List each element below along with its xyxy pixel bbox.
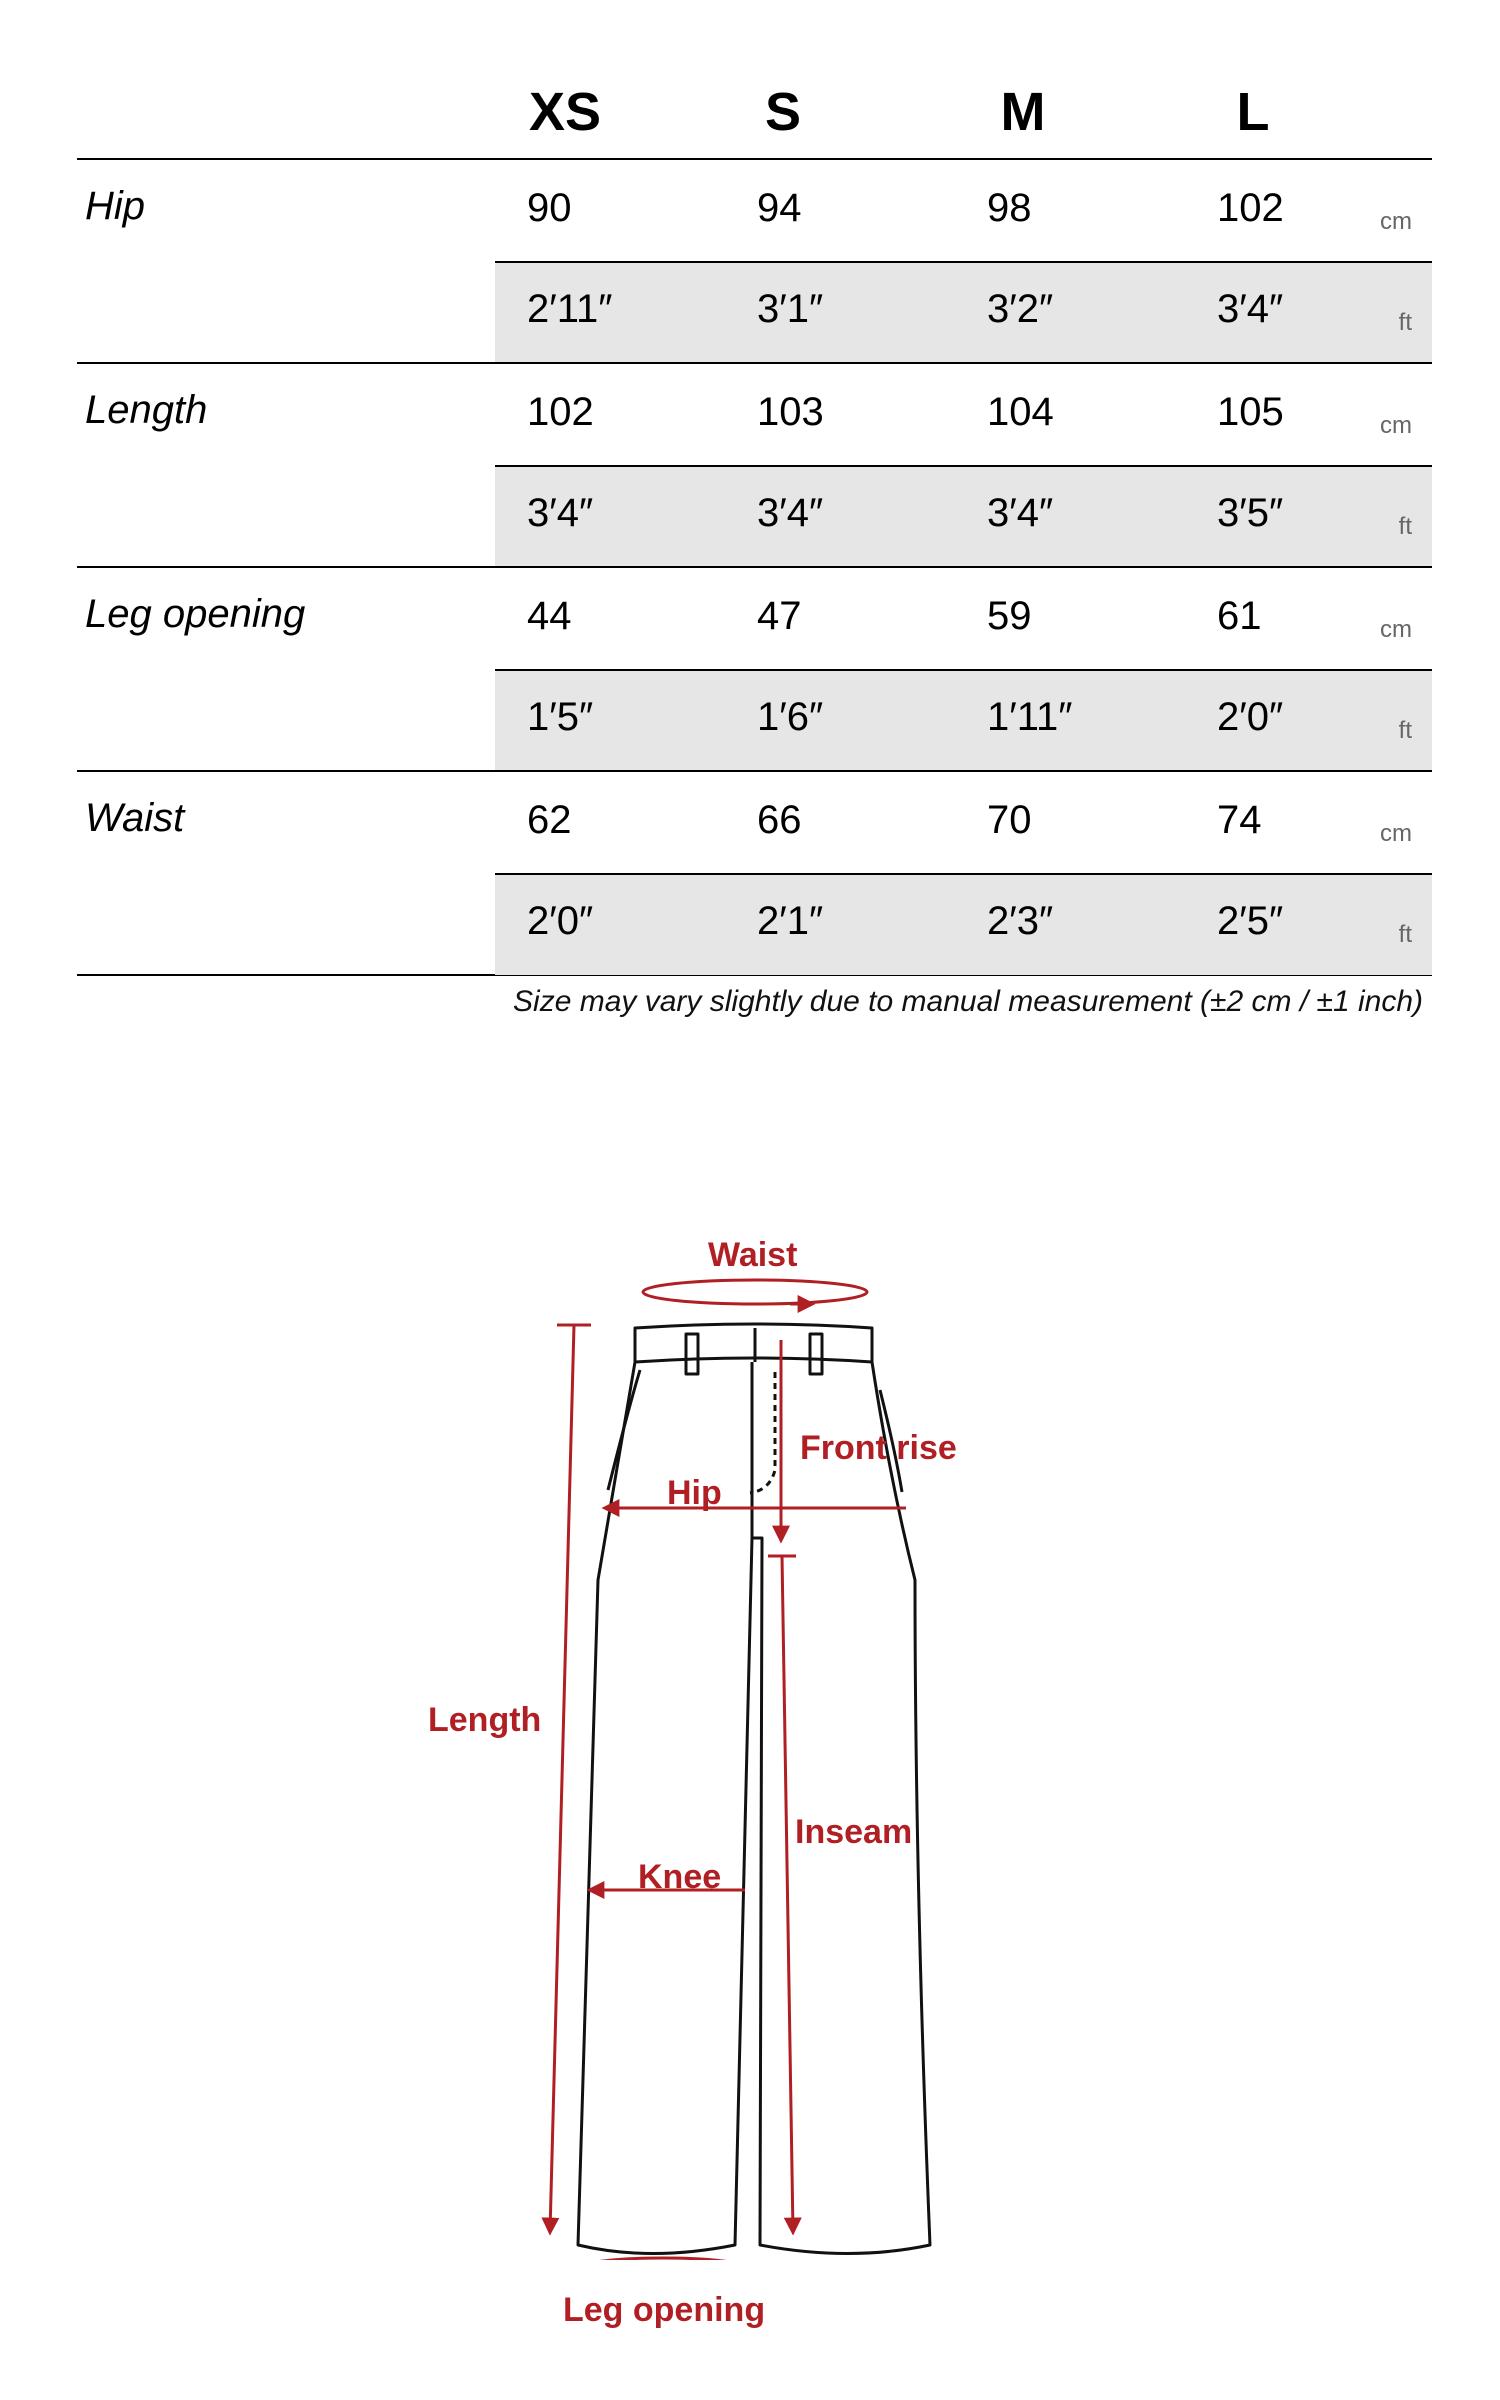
pants-illustration: [0, 1180, 1500, 2260]
row-group-waist: [77, 770, 1432, 976]
row-shade: [495, 873, 1432, 975]
unit-ft: ft: [1398, 717, 1412, 744]
pants-diagram: [0, 1180, 1500, 2329]
cell-value: 98: [987, 186, 1032, 230]
cell-value: 3′5″: [1217, 491, 1284, 535]
row-group-length: [77, 362, 1432, 566]
cell-value: 44: [527, 594, 572, 638]
cell-value: 94: [757, 186, 802, 230]
size-l: L: [1236, 82, 1270, 142]
diagram-label-front-rise: Front rise: [800, 1429, 957, 1467]
cell-value: 70: [987, 798, 1032, 842]
unit-cm: cm: [1380, 616, 1412, 643]
unit-ft: ft: [1398, 921, 1412, 948]
cell-value: 1′5″: [527, 695, 594, 739]
measurement-lines: [550, 1280, 906, 2260]
diagram-label-inseam: Inseam: [795, 1813, 913, 1851]
cell-value: 2′1″: [757, 899, 824, 943]
unit-cm: cm: [1380, 412, 1412, 439]
size-m: M: [1000, 82, 1046, 142]
row-waist-cm: [77, 772, 1432, 872]
size-table: [77, 158, 1432, 976]
cell-value: 90: [527, 186, 572, 230]
diagram-label-length: Length: [428, 1701, 542, 1739]
cell-value: 3′4″: [1217, 287, 1284, 331]
unit-cm: cm: [1380, 208, 1412, 235]
measurement-note: Size may vary slightly due to manual measurement (±2 cm / ±1 inch): [513, 985, 1423, 1018]
cell-value: 62: [527, 798, 572, 842]
cell-value: 103: [757, 390, 824, 434]
diagram-label-hip: Hip: [667, 1474, 722, 1512]
diagram-label-waist: Waist: [708, 1236, 798, 1274]
row-label: Length: [85, 388, 208, 432]
cell-value: 2′5″: [1217, 899, 1284, 943]
unit-cm: cm: [1380, 820, 1412, 847]
row-label: Leg opening: [85, 592, 306, 636]
row-waist-ft: [77, 873, 1432, 973]
row-hip-ft: [77, 261, 1432, 361]
row-hip-cm: [77, 160, 1432, 260]
cell-value: 2′11″: [527, 287, 613, 331]
size-header: [0, 72, 1500, 152]
cell-value: 61: [1217, 594, 1262, 638]
unit-ft: ft: [1398, 513, 1412, 540]
cell-value: 104: [987, 390, 1054, 434]
cell-value: 2′0″: [1217, 695, 1284, 739]
cell-value: 3′2″: [987, 287, 1054, 331]
size-xs: XS: [528, 82, 602, 142]
unit-ft: ft: [1398, 309, 1412, 336]
row-label: Waist: [85, 796, 185, 840]
row-shade: [495, 669, 1432, 771]
row-group-leg-opening: [77, 566, 1432, 770]
cell-value: 66: [757, 798, 802, 842]
row-leg-opening-cm: [77, 568, 1432, 668]
cell-value: 3′4″: [987, 491, 1054, 535]
diagram-label-knee: Knee: [638, 1858, 722, 1896]
row-length-cm: [77, 364, 1432, 464]
row-label: Hip: [85, 184, 146, 228]
row-leg-opening-ft: [77, 669, 1432, 769]
cell-value: 2′3″: [987, 899, 1054, 943]
cell-value: 3′1″: [757, 287, 824, 331]
row-group-hip: [77, 158, 1432, 362]
cell-value: 1′11″: [987, 695, 1073, 739]
cell-value: 74: [1217, 798, 1262, 842]
cell-value: 102: [1217, 186, 1284, 230]
size-s: S: [764, 82, 802, 142]
cell-value: 105: [1217, 390, 1284, 434]
row-shade: [495, 261, 1432, 363]
row-shade: [495, 465, 1432, 567]
diagram-label-leg-opening: Leg opening: [563, 2291, 766, 2329]
cell-value: 2′0″: [527, 899, 594, 943]
cell-value: 102: [527, 390, 594, 434]
cell-value: 1′6″: [757, 695, 824, 739]
cell-value: 3′4″: [757, 491, 824, 535]
row-length-ft: [77, 465, 1432, 565]
cell-value: 3′4″: [527, 491, 594, 535]
cell-value: 59: [987, 594, 1032, 638]
cell-value: 47: [757, 594, 802, 638]
